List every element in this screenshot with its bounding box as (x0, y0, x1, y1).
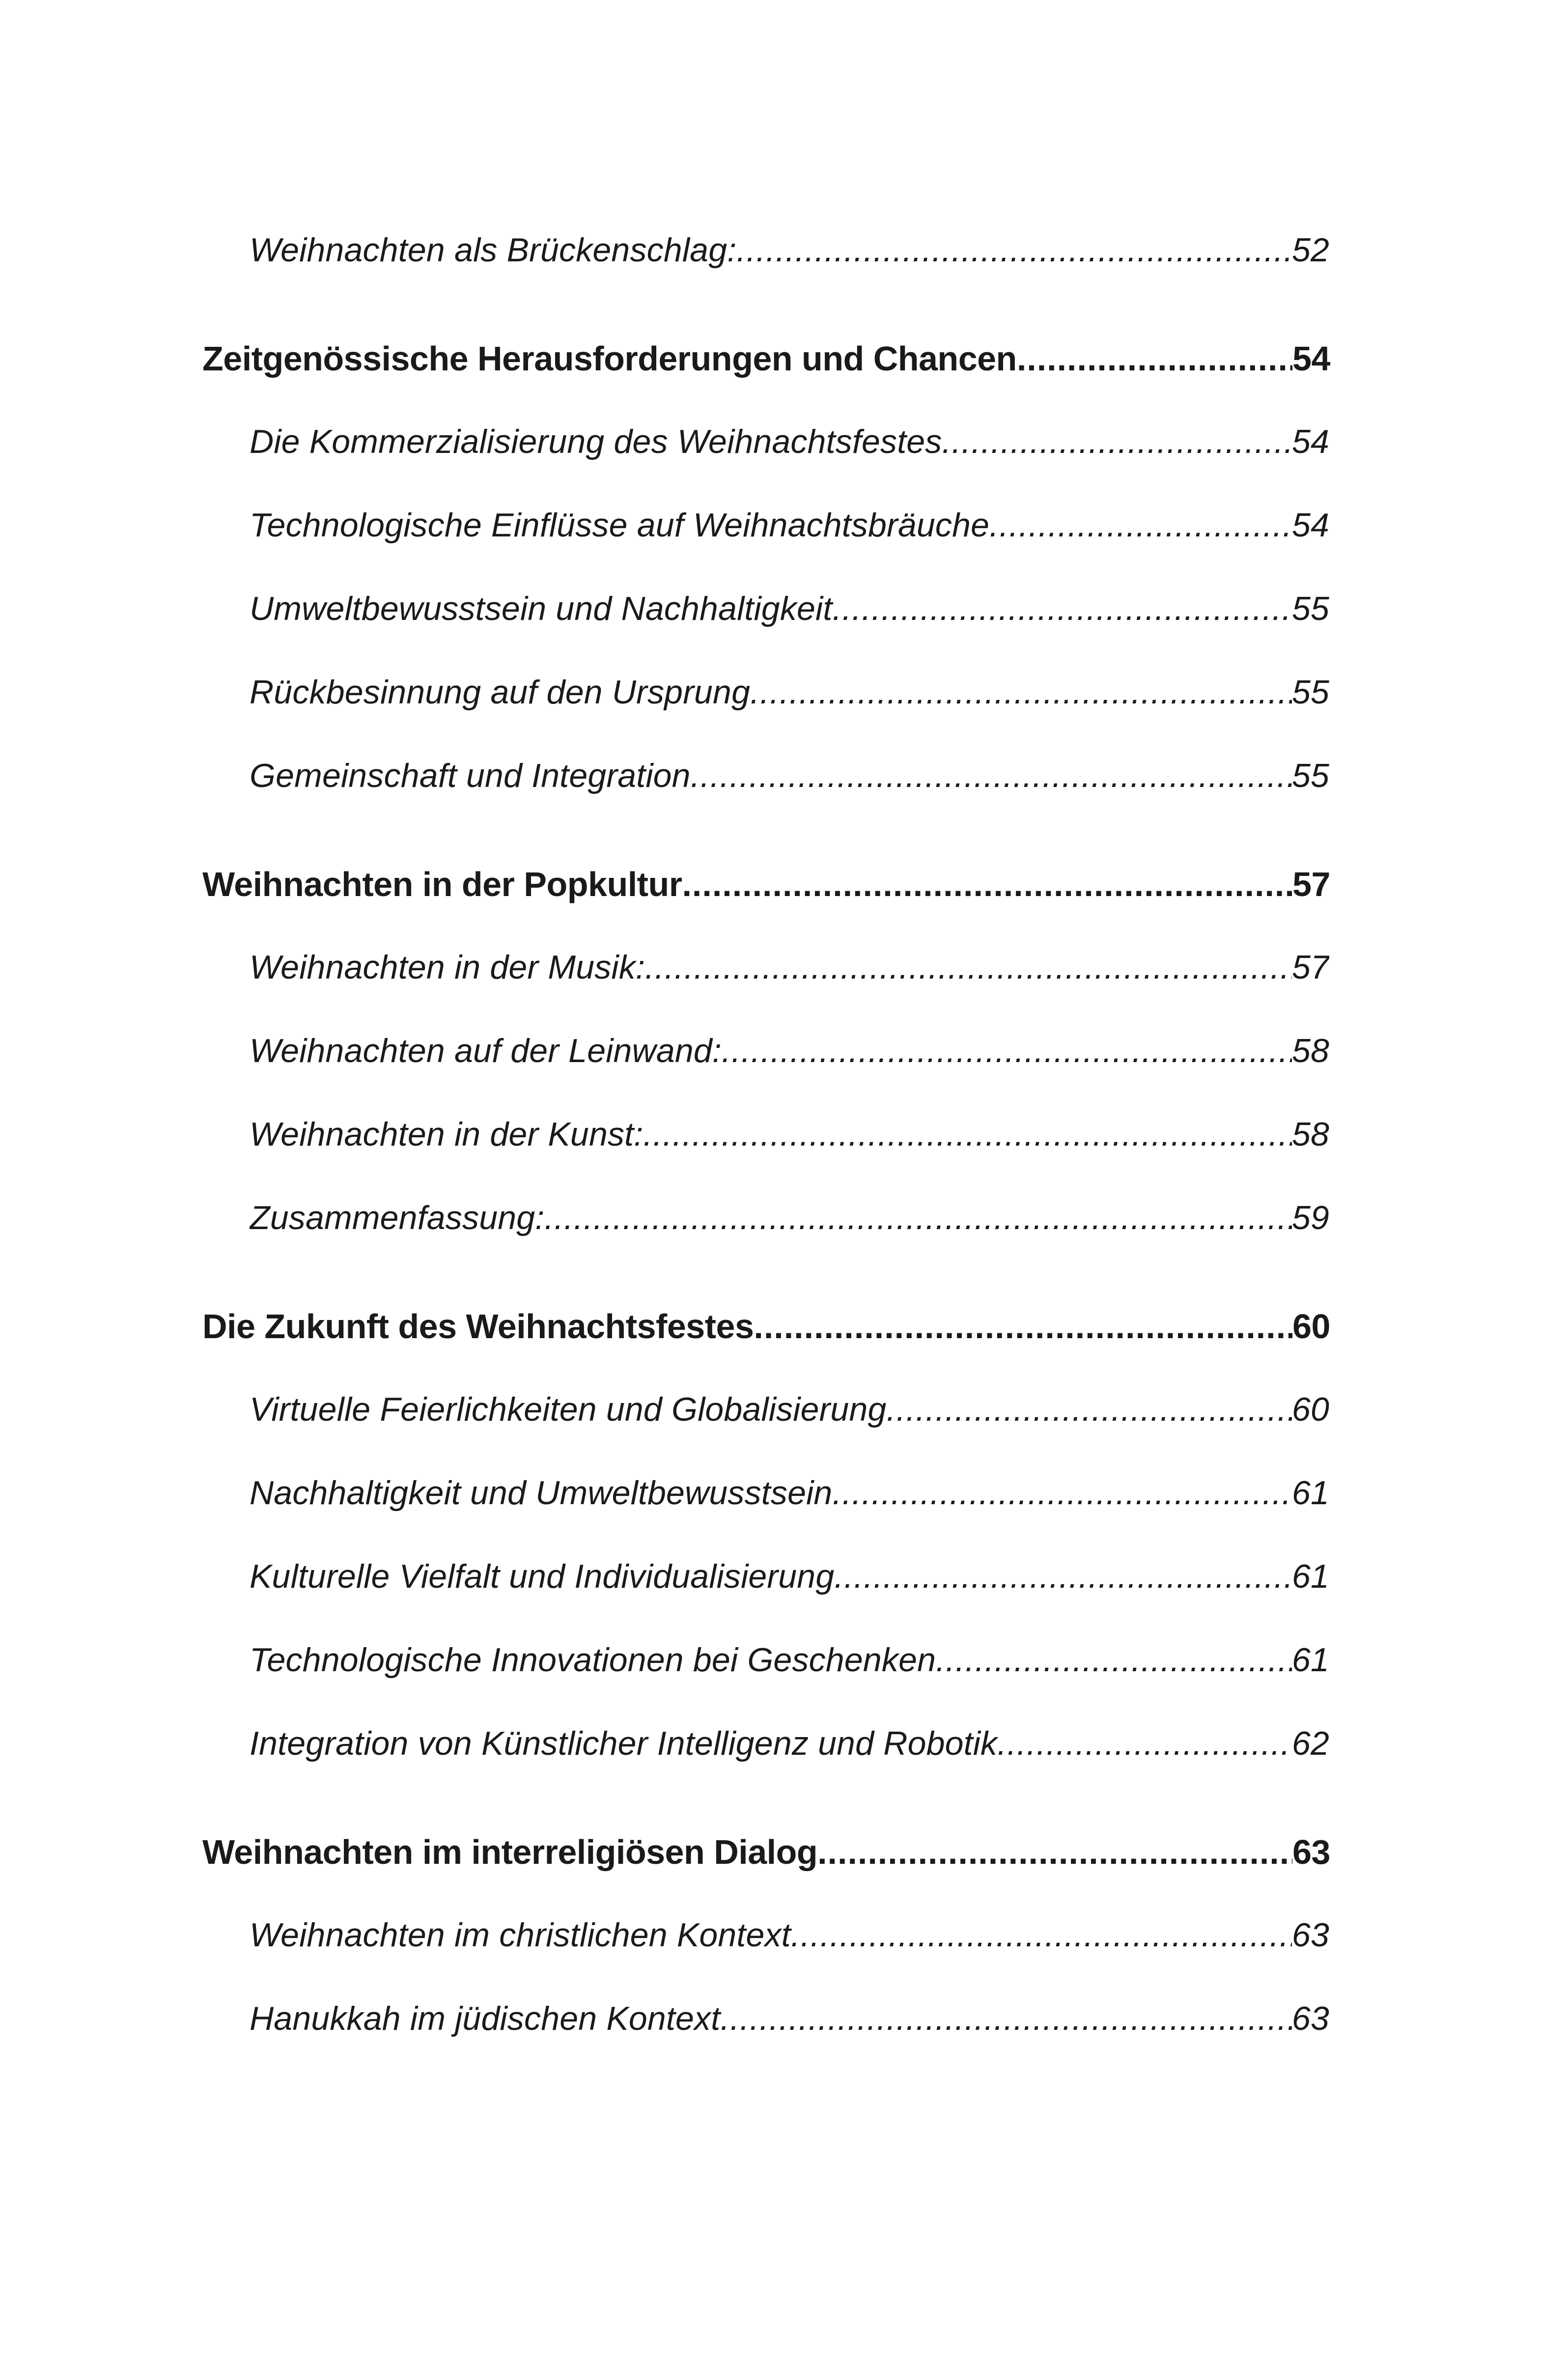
toc-page-number: 55 (1291, 674, 1329, 711)
toc-entry[interactable] (250, 757, 1329, 811)
toc-page-number: 60 (1292, 1307, 1330, 1346)
toc-page-number: 52 (1291, 231, 1329, 269)
toc-chapter[interactable] (202, 1307, 1330, 1361)
toc-page-number: 58 (1291, 1032, 1329, 1069)
toc-chapter[interactable] (202, 1832, 1330, 1886)
toc-page-number: 54 (1291, 423, 1329, 460)
toc-entry-title: Umweltbewusstsein und Nachhaltigkeit (250, 590, 833, 627)
toc-entry[interactable] (250, 1474, 1329, 1528)
toc-entry[interactable] (250, 1641, 1329, 1695)
toc-entry-title: Technologische Einflüsse auf Weihnachtsbräuche (250, 506, 990, 544)
toc-entry-title: Weihnachten in der Musik: (250, 949, 645, 986)
toc-leader-dots (720, 1999, 1292, 2038)
toc-page-number: 61 (1291, 1558, 1329, 1595)
toc-entry-title: Technologische Innovationen bei Geschenken (250, 1641, 936, 1679)
toc-chapter-title: Weihnachten in der Popkultur (202, 865, 682, 903)
toc-leader-dots (682, 865, 1292, 904)
toc-page-number: 63 (1291, 1916, 1329, 1954)
toc-entry-title: Weihnachten auf der Leinwand: (250, 1032, 722, 1069)
toc-leader-dots (643, 1115, 1292, 1153)
toc-entry[interactable] (250, 590, 1329, 644)
toc-leader-dots (750, 673, 1292, 711)
toc-entry[interactable] (250, 673, 1329, 727)
toc-entry[interactable] (250, 1199, 1329, 1253)
toc-entry[interactable] (250, 1916, 1329, 1970)
toc-entry[interactable] (250, 231, 1329, 285)
toc-leader-dots (754, 1307, 1292, 1346)
toc-page-number: 57 (1292, 865, 1330, 903)
toc-chapter-title: Weihnachten im interreligiösen Dialog (202, 1833, 818, 1871)
toc-chapter[interactable] (202, 865, 1330, 919)
toc-entry[interactable] (250, 1724, 1329, 1778)
toc-leader-dots (817, 1832, 1292, 1872)
toc-entry[interactable] (250, 1557, 1329, 1611)
toc-entry-title: Zusammenfassung: (250, 1199, 545, 1236)
toc-leader-dots (1017, 339, 1292, 378)
toc-leader-dots (832, 590, 1292, 628)
toc-page-number: 62 (1291, 1725, 1329, 1762)
toc-entry-title: Kulturelle Vielfalt und Individualisierung (250, 1558, 835, 1595)
toc-page-number: 60 (1291, 1391, 1329, 1428)
toc-entry[interactable] (250, 1115, 1329, 1169)
toc-leader-dots (832, 1474, 1292, 1512)
toc-entry[interactable] (250, 506, 1329, 560)
toc-leader-dots (834, 1557, 1292, 1596)
toc-leader-dots (736, 231, 1292, 269)
toc-page-number: 63 (1291, 2000, 1329, 2037)
toc-entry-title: Virtuelle Feierlichkeiten und Globalisierung (250, 1391, 887, 1428)
toc-page-number: 54 (1292, 339, 1330, 378)
toc-entry-title: Die Kommerzialisierung des Weihnachtsfestes (250, 423, 942, 460)
toc-entry[interactable] (250, 1032, 1329, 1086)
toc-page-number: 61 (1291, 1474, 1329, 1512)
toc-entry-title: Nachhaltigkeit und Umweltbewusstsein (250, 1474, 833, 1512)
toc-chapter[interactable] (202, 339, 1330, 393)
toc-page-number: 55 (1291, 757, 1329, 794)
toc-page-number: 55 (1291, 590, 1329, 627)
toc-entry-title: Gemeinschaft und Integration (250, 757, 691, 794)
toc-leader-dots (942, 422, 1292, 461)
toc-entry-title: Weihnachten im christlichen Kontext (250, 1916, 791, 1954)
toc-leader-dots (791, 1916, 1292, 1954)
toc-entry-title: Hanukkah im jüdischen Kontext (250, 2000, 721, 2037)
toc-page-number: 61 (1291, 1641, 1329, 1679)
toc-page-number: 58 (1291, 1116, 1329, 1153)
toc-chapter-title: Die Zukunft des Weihnachtsfestes (202, 1307, 754, 1346)
toc-page-number: 63 (1292, 1833, 1330, 1871)
toc-leader-dots (645, 948, 1292, 986)
toc-leader-dots (936, 1641, 1292, 1679)
toc-entry[interactable] (250, 1999, 1329, 2053)
toc-entry[interactable] (250, 948, 1329, 1002)
toc-leader-dots (544, 1199, 1292, 1237)
toc-page-number: 57 (1291, 949, 1329, 986)
toc-chapter-title: Zeitgenössische Herausforderungen und Chancen (202, 339, 1017, 378)
toc-entry-title: Weihnachten als Brückenschlag: (250, 231, 737, 269)
toc-leader-dots (997, 1724, 1292, 1763)
toc-entry-title: Rückbesinnung auf den Ursprung (250, 674, 751, 711)
toc-entry[interactable] (250, 422, 1329, 477)
toc-entry-title: Weihnachten in der Kunst: (250, 1116, 644, 1153)
toc-leader-dots (886, 1390, 1291, 1429)
toc-page-number: 54 (1291, 506, 1329, 544)
toc-entry[interactable] (250, 1390, 1329, 1444)
toc-page-number: 59 (1291, 1199, 1329, 1236)
toc-leader-dots (989, 506, 1292, 544)
toc-leader-dots (691, 757, 1292, 795)
toc-leader-dots (722, 1032, 1292, 1070)
toc-entry-title: Integration von Künstlicher Intelligenz und Robotik (250, 1725, 998, 1762)
